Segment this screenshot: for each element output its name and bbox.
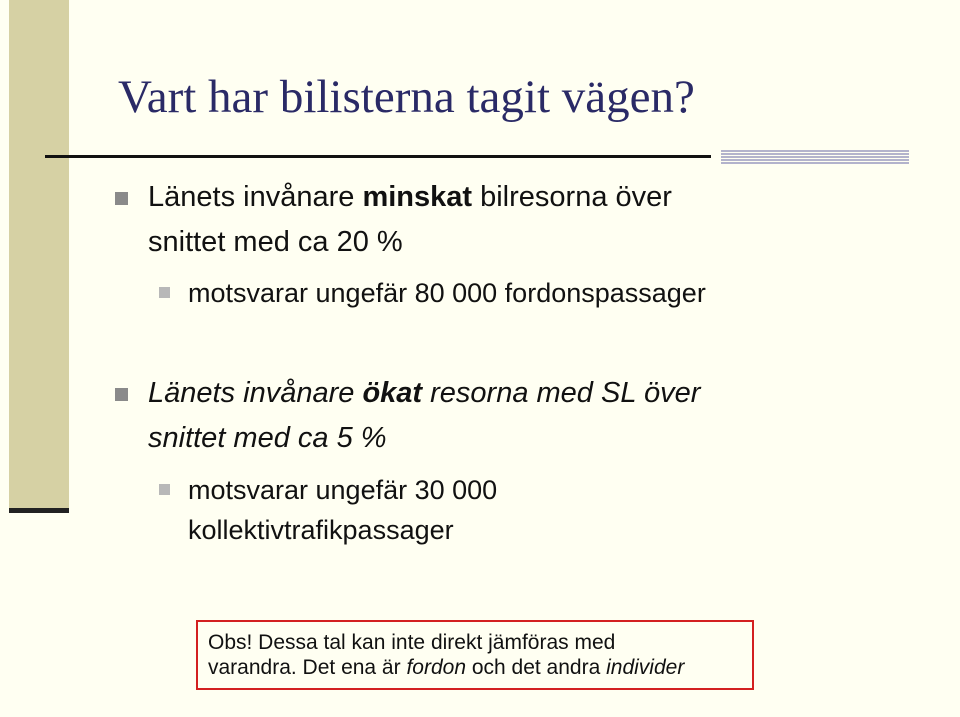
- sub-bullet-marker: [159, 287, 170, 298]
- slide-title: Vart har bilisterna tagit vägen?: [118, 71, 695, 123]
- bullet-1-emphasis: minskat: [362, 181, 473, 213]
- bullet-1-line-2: snittet med ca 20 %: [148, 226, 403, 258]
- bullet-marker: [115, 192, 128, 205]
- sidebar-end-line: [9, 508, 69, 513]
- bullet-2-line-1: [148, 372, 700, 414]
- note-line-1: Obs! Dessa tal kan inte direkt jämföras med: [208, 631, 616, 654]
- bullet-2-pre: Länets invånare: [148, 377, 363, 409]
- note-line-2: [208, 655, 752, 680]
- sub-bullet-1-line-1: motsvarar ungefär 80 000 fordonspassager: [188, 278, 706, 308]
- sub-bullet-2-line-1: motsvarar ungefär 30 000: [188, 475, 498, 505]
- bullet-2-post: resorna med SL över: [422, 377, 701, 409]
- bullet-2-emphasis: ökat: [362, 377, 423, 409]
- sidebar-decoration: [9, 0, 69, 512]
- bullet-1-line-1: [148, 176, 672, 218]
- sub-bullet-2-line-2: kollektivtrafikpassager: [188, 515, 454, 545]
- sub-bullet-marker: [159, 484, 170, 495]
- bullet-1-post: bilresorna över: [472, 181, 672, 213]
- note-word-fordon: fordon: [406, 656, 466, 679]
- note-word-individer: individer: [606, 656, 685, 679]
- bullet-2-line-2: snittet med ca 5 %: [148, 422, 387, 454]
- note-text-a: varandra. Det ena är: [208, 656, 407, 679]
- bullet-marker: [115, 388, 128, 401]
- note-box: [196, 620, 754, 690]
- bullet-1-pre: Länets invånare: [148, 181, 363, 213]
- title-rule: [45, 155, 711, 158]
- note-text-c: och det andra: [466, 656, 607, 679]
- title-rule-block: [721, 150, 909, 164]
